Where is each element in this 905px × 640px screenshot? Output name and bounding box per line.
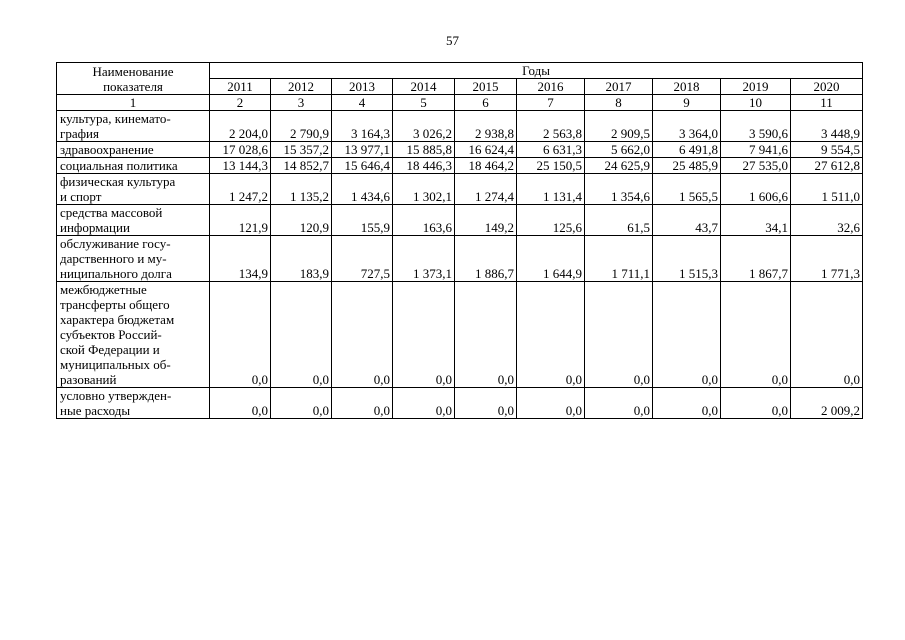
row-label: физическая культура и спорт [57,174,210,205]
page-number: 57 [446,33,459,48]
year-header: 2019 [721,79,791,95]
value-cell: 1 515,3 [653,236,721,282]
value-cell: 0,0 [332,388,393,419]
header-row [57,63,863,79]
year-header: 2011 [210,79,271,95]
value-cell: 25 150,5 [517,158,585,174]
value-cell: 32,6 [791,205,863,236]
table-row [57,282,863,388]
header-name: Наименование показателя [57,63,210,95]
year-header: 2012 [271,79,332,95]
value-cell: 0,0 [653,282,721,388]
value-cell: 13 977,1 [332,142,393,158]
row-label: обслуживание госу- дарственного и му- ниципального долга [57,236,210,282]
value-cell: 155,9 [332,205,393,236]
year-header: 2013 [332,79,393,95]
column-number: 8 [585,95,653,111]
value-cell: 1 771,3 [791,236,863,282]
row-label: средства массовой информации [57,205,210,236]
year-header: 2014 [393,79,455,95]
value-cell: 727,5 [332,236,393,282]
value-cell: 183,9 [271,236,332,282]
value-cell: 1 644,9 [517,236,585,282]
value-cell: 0,0 [455,282,517,388]
value-cell: 134,9 [210,236,271,282]
value-cell: 0,0 [585,388,653,419]
column-number: 4 [332,95,393,111]
value-cell: 0,0 [455,388,517,419]
value-cell: 61,5 [585,205,653,236]
value-cell: 1 606,6 [721,174,791,205]
value-cell: 18 446,3 [393,158,455,174]
value-cell: 15 646,4 [332,158,393,174]
column-number-row [57,95,863,111]
value-cell: 0,0 [210,388,271,419]
table-body [57,111,863,419]
value-cell: 149,2 [455,205,517,236]
value-cell: 0,0 [210,282,271,388]
value-cell: 7 941,6 [721,142,791,158]
value-cell: 1 135,2 [271,174,332,205]
value-cell: 27 535,0 [721,158,791,174]
table-row [57,111,863,142]
value-cell: 3 164,3 [332,111,393,142]
column-number: 3 [271,95,332,111]
value-cell: 3 448,9 [791,111,863,142]
year-header: 2020 [791,79,863,95]
value-cell: 1 247,2 [210,174,271,205]
row-label: межбюджетные трансферты общего характера бюджетам субъектов Россий- ской Федерации и муниципальных об- разований [57,282,210,388]
value-cell: 0,0 [393,282,455,388]
value-cell: 3 026,2 [393,111,455,142]
value-cell: 2 938,8 [455,111,517,142]
column-number: 11 [791,95,863,111]
table-row [57,174,863,205]
value-cell: 1 867,7 [721,236,791,282]
value-cell: 0,0 [791,282,863,388]
value-cell: 14 852,7 [271,158,332,174]
column-number: 9 [653,95,721,111]
value-cell: 16 624,4 [455,142,517,158]
value-cell: 5 662,0 [585,142,653,158]
value-cell: 9 554,5 [791,142,863,158]
value-cell: 27 612,8 [791,158,863,174]
value-cell: 17 028,6 [210,142,271,158]
value-cell: 18 464,2 [455,158,517,174]
header-years: Годы [210,63,863,79]
value-cell: 2 563,8 [517,111,585,142]
row-label: социальная политика [57,158,210,174]
value-cell: 0,0 [271,388,332,419]
value-cell: 0,0 [393,388,455,419]
value-cell: 24 625,9 [585,158,653,174]
column-number: 7 [517,95,585,111]
table-row [57,388,863,419]
value-cell: 0,0 [332,282,393,388]
value-cell: 1 886,7 [455,236,517,282]
value-cell: 0,0 [721,282,791,388]
value-cell: 13 144,3 [210,158,271,174]
table-row [57,236,863,282]
value-cell: 0,0 [517,388,585,419]
value-cell: 15 357,2 [271,142,332,158]
value-cell: 1 434,6 [332,174,393,205]
value-cell: 3 364,0 [653,111,721,142]
value-cell: 1 274,4 [455,174,517,205]
table-row [57,142,863,158]
value-cell: 0,0 [653,388,721,419]
value-cell: 1 302,1 [393,174,455,205]
row-label: условно утвержден- ные расходы [57,388,210,419]
column-number: 1 [57,95,210,111]
value-cell: 6 631,3 [517,142,585,158]
value-cell: 15 885,8 [393,142,455,158]
value-cell: 34,1 [721,205,791,236]
year-header: 2016 [517,79,585,95]
value-cell: 121,9 [210,205,271,236]
value-cell: 120,9 [271,205,332,236]
column-number: 10 [721,95,791,111]
row-label: культура, кинемато- графия [57,111,210,142]
value-cell: 1 354,6 [585,174,653,205]
value-cell: 6 491,8 [653,142,721,158]
value-cell: 125,6 [517,205,585,236]
value-cell: 1 511,0 [791,174,863,205]
year-header: 2018 [653,79,721,95]
value-cell: 43,7 [653,205,721,236]
year-header: 2015 [455,79,517,95]
year-header: 2017 [585,79,653,95]
value-cell: 1 565,5 [653,174,721,205]
value-cell: 0,0 [585,282,653,388]
value-cell: 0,0 [271,282,332,388]
table-row [57,158,863,174]
table-row [57,205,863,236]
value-cell: 2 204,0 [210,111,271,142]
column-number: 2 [210,95,271,111]
value-cell: 25 485,9 [653,158,721,174]
value-cell: 2 909,5 [585,111,653,142]
value-cell: 1 373,1 [393,236,455,282]
value-cell: 0,0 [517,282,585,388]
value-cell: 2 790,9 [271,111,332,142]
column-number: 5 [393,95,455,111]
column-number: 6 [455,95,517,111]
value-cell: 1 711,1 [585,236,653,282]
value-cell: 163,6 [393,205,455,236]
row-label: здравоохранение [57,142,210,158]
value-cell: 2 009,2 [791,388,863,419]
budget-table [56,62,863,419]
value-cell: 0,0 [721,388,791,419]
value-cell: 3 590,6 [721,111,791,142]
value-cell: 1 131,4 [517,174,585,205]
